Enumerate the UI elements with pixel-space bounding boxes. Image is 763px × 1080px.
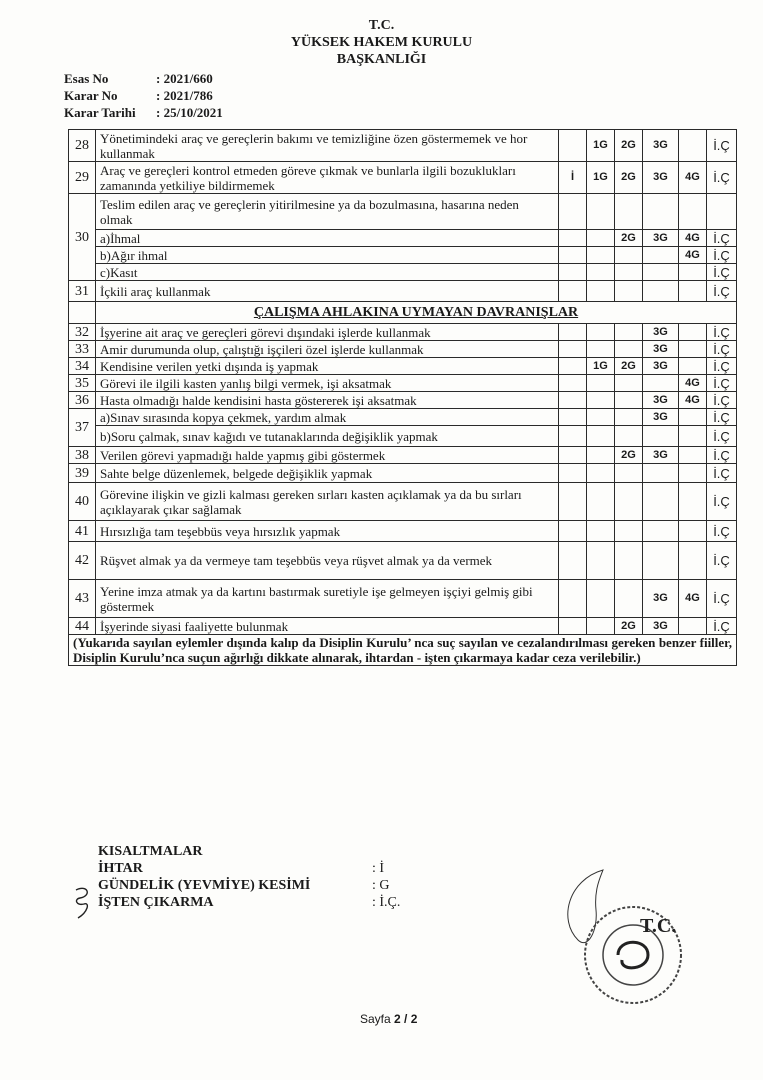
penalty-g2: 2G bbox=[615, 230, 643, 247]
penalty-i bbox=[559, 341, 587, 358]
row-number: 39 bbox=[69, 464, 96, 483]
section-spacer bbox=[69, 302, 96, 324]
row-description: b)Ağır ihmal bbox=[96, 247, 559, 264]
penalty-i bbox=[559, 580, 587, 618]
penalty-g2 bbox=[615, 375, 643, 392]
penalty-ic: İ.Ç bbox=[707, 281, 737, 302]
penalty-g1 bbox=[587, 281, 615, 302]
penalty-ic: İ.Ç bbox=[707, 358, 737, 375]
penalty-g3 bbox=[643, 542, 679, 580]
row-description: Rüşvet almak ya da vermeye tam teşebbüs veya rüşvet almak ya da vermek bbox=[96, 542, 559, 580]
page-total: 2 bbox=[410, 1012, 418, 1026]
row-description: Sahte belge düzenlemek, belgede değişiklik yapmak bbox=[96, 464, 559, 483]
penalty-g3 bbox=[643, 194, 679, 230]
abbreviations-title: KISALTMALAR bbox=[98, 844, 203, 859]
penalty-g4: 4G bbox=[679, 392, 707, 409]
table-row bbox=[69, 580, 737, 618]
penalty-ic: İ.Ç bbox=[707, 542, 737, 580]
penalty-ic bbox=[707, 194, 737, 230]
meta-label: Karar Tarihi bbox=[64, 105, 136, 120]
penalty-g2 bbox=[615, 247, 643, 264]
meta-row bbox=[64, 104, 223, 121]
penalty-i bbox=[559, 392, 587, 409]
penalty-g4: 4G bbox=[679, 247, 707, 264]
penalty-g1 bbox=[587, 483, 615, 521]
penalty-ic: İ.Ç bbox=[707, 230, 737, 247]
penalty-i: İ bbox=[559, 162, 587, 194]
penalty-g3 bbox=[643, 264, 679, 281]
abbr-label: İŞTEN ÇIKARMA bbox=[98, 895, 214, 910]
penalty-g3: 3G bbox=[643, 580, 679, 618]
penalty-i bbox=[559, 324, 587, 341]
row-number: 36 bbox=[69, 392, 96, 409]
penalty-g1 bbox=[587, 247, 615, 264]
penalty-g2 bbox=[615, 341, 643, 358]
penalty-i bbox=[559, 130, 587, 162]
penalty-g4: 4G bbox=[679, 162, 707, 194]
abbr-row bbox=[98, 877, 400, 894]
penalty-g1 bbox=[587, 521, 615, 542]
penalty-g4 bbox=[679, 618, 707, 635]
penalty-g1 bbox=[587, 194, 615, 230]
penalty-ic: İ.Ç bbox=[707, 483, 737, 521]
meta-label: Esas No bbox=[64, 71, 109, 86]
header-tc: T.C. bbox=[368, 18, 395, 33]
penalty-g3 bbox=[643, 375, 679, 392]
page-number bbox=[360, 1012, 417, 1026]
table-row bbox=[69, 375, 737, 392]
table-row bbox=[69, 162, 737, 194]
penalty-g1: 1G bbox=[587, 358, 615, 375]
penalty-g1 bbox=[587, 542, 615, 580]
abbr-label: İHTAR bbox=[98, 861, 143, 876]
page-sep: / bbox=[400, 1012, 411, 1026]
case-meta bbox=[64, 70, 223, 121]
table-row bbox=[69, 483, 737, 521]
row-number: 30 bbox=[69, 194, 96, 281]
row-number: 28 bbox=[69, 130, 96, 162]
row-description: c)Kasıt bbox=[96, 264, 559, 281]
penalty-g2 bbox=[615, 580, 643, 618]
penalty-g2: 2G bbox=[615, 618, 643, 635]
table-row bbox=[69, 426, 737, 447]
penalty-g3: 3G bbox=[643, 409, 679, 426]
row-number: 34 bbox=[69, 358, 96, 375]
table-row bbox=[69, 194, 737, 230]
penalty-g2 bbox=[615, 281, 643, 302]
penalty-g1 bbox=[587, 341, 615, 358]
penalty-i bbox=[559, 464, 587, 483]
penalty-g2 bbox=[615, 392, 643, 409]
penalty-g2 bbox=[615, 409, 643, 426]
penalty-g4 bbox=[679, 264, 707, 281]
penalty-g3 bbox=[643, 426, 679, 447]
penalty-g4 bbox=[679, 542, 707, 580]
abbr-row bbox=[98, 860, 400, 877]
penalty-g2 bbox=[615, 464, 643, 483]
penalty-g2: 2G bbox=[615, 130, 643, 162]
meta-row bbox=[64, 87, 223, 104]
penalty-g3: 3G bbox=[643, 618, 679, 635]
row-description: a)İhmal bbox=[96, 230, 559, 247]
table-row bbox=[69, 618, 737, 635]
penalty-i bbox=[559, 542, 587, 580]
row-description: Yönetimindeki araç ve gereçlerin bakımı ve temizliğine özen göstermemek ve hor kullanmak bbox=[96, 130, 559, 162]
table-row bbox=[69, 392, 737, 409]
penalty-g1 bbox=[587, 409, 615, 426]
row-description: Görevi ile ilgili kasten yanlış bilgi vermek, işi aksatmak bbox=[96, 375, 559, 392]
table-row bbox=[69, 447, 737, 464]
row-description: Teslim edilen araç ve gereçlerin yitirilmesine ya da bozulmasına, hasarına neden olmak bbox=[96, 194, 559, 230]
penalty-g2 bbox=[615, 542, 643, 580]
penalty-g2 bbox=[615, 426, 643, 447]
penalty-g4 bbox=[679, 194, 707, 230]
meta-row bbox=[64, 70, 223, 87]
row-description: İşyerinde siyasi faaliyette bulunmak bbox=[96, 618, 559, 635]
penalty-ic: İ.Ç bbox=[707, 375, 737, 392]
penalty-g1 bbox=[587, 426, 615, 447]
official-seal-icon bbox=[548, 860, 698, 1020]
row-description: Görevine ilişkin ve gizli kalması gereken sırları kasten açıklamak ya da bu sırları açıklayarak çıkar sağlamak bbox=[96, 483, 559, 521]
penalty-i bbox=[559, 358, 587, 375]
penalty-g3 bbox=[643, 483, 679, 521]
table-row bbox=[69, 281, 737, 302]
penalty-g4 bbox=[679, 483, 707, 521]
penalty-ic: İ.Ç bbox=[707, 426, 737, 447]
table-row bbox=[69, 247, 737, 264]
penalty-ic: İ.Ç bbox=[707, 409, 737, 426]
penalty-g1 bbox=[587, 580, 615, 618]
penalty-g2 bbox=[615, 324, 643, 341]
table-row bbox=[69, 358, 737, 375]
penalty-g1: 1G bbox=[587, 162, 615, 194]
table-row bbox=[69, 409, 737, 426]
penalty-g4 bbox=[679, 281, 707, 302]
note-row bbox=[69, 635, 737, 666]
penalty-ic: İ.Ç bbox=[707, 447, 737, 464]
row-description: Hasta olmadığı halde kendisini hasta göstererek işi aksatmak bbox=[96, 392, 559, 409]
penalty-i bbox=[559, 264, 587, 281]
row-description: b)Soru çalmak, sınav kağıdı ve tutanaklarında değişiklik yapmak bbox=[96, 426, 559, 447]
penalty-g4 bbox=[679, 464, 707, 483]
penalty-g3: 3G bbox=[643, 130, 679, 162]
handwritten-initial-icon bbox=[70, 882, 100, 922]
penalty-g1 bbox=[587, 230, 615, 247]
penalty-i bbox=[559, 521, 587, 542]
row-number: 31 bbox=[69, 281, 96, 302]
penalty-i bbox=[559, 409, 587, 426]
penalty-ic: İ.Ç bbox=[707, 464, 737, 483]
penalty-g3: 3G bbox=[643, 324, 679, 341]
row-description: İçkili araç kullanmak bbox=[96, 281, 559, 302]
penalty-g3 bbox=[643, 521, 679, 542]
meta-value: : 25/10/2021 bbox=[156, 105, 223, 120]
row-number: 40 bbox=[69, 483, 96, 521]
penalty-g4 bbox=[679, 426, 707, 447]
row-number: 29 bbox=[69, 162, 96, 194]
row-description: Araç ve gereçleri kontrol etmeden göreve çıkmak ve bunlarla ilgili bozuklukları zamanında yetkiliye bildirmemek bbox=[96, 162, 559, 194]
row-number: 33 bbox=[69, 341, 96, 358]
penalty-i bbox=[559, 426, 587, 447]
penalty-g3: 3G bbox=[643, 230, 679, 247]
row-number: 43 bbox=[69, 580, 96, 618]
penalty-ic: İ.Ç bbox=[707, 521, 737, 542]
penalty-g3: 3G bbox=[643, 341, 679, 358]
penalty-i bbox=[559, 447, 587, 464]
penalty-g4 bbox=[679, 358, 707, 375]
table-row bbox=[69, 341, 737, 358]
penalty-g2 bbox=[615, 483, 643, 521]
penalty-ic: İ.Ç bbox=[707, 618, 737, 635]
row-number: 35 bbox=[69, 375, 96, 392]
penalty-ic: İ.Ç bbox=[707, 130, 737, 162]
row-number: 32 bbox=[69, 324, 96, 341]
penalty-g3: 3G bbox=[643, 162, 679, 194]
row-number: 37 bbox=[69, 409, 96, 447]
abbr-value: : İ.Ç. bbox=[372, 895, 401, 910]
penalty-i bbox=[559, 618, 587, 635]
table-row bbox=[69, 264, 737, 281]
penalty-ic: İ.Ç bbox=[707, 162, 737, 194]
penalty-g1 bbox=[587, 392, 615, 409]
penalty-ic: İ.Ç bbox=[707, 264, 737, 281]
penalty-g2: 2G bbox=[615, 447, 643, 464]
abbreviations bbox=[98, 843, 400, 911]
abbr-row bbox=[98, 894, 400, 911]
row-description: Hırsızlığa tam teşebbüs veya hırsızlık yapmak bbox=[96, 521, 559, 542]
penalty-g4: 4G bbox=[679, 580, 707, 618]
penalty-ic: İ.Ç bbox=[707, 247, 737, 264]
row-number: 38 bbox=[69, 447, 96, 464]
penalty-table bbox=[68, 129, 737, 666]
penalty-g1 bbox=[587, 464, 615, 483]
meta-value: : 2021/660 bbox=[156, 71, 213, 86]
penalty-g1 bbox=[587, 447, 615, 464]
row-description: İşyerine ait araç ve gereçleri görevi dışındaki işlerde kullanmak bbox=[96, 324, 559, 341]
table-row bbox=[69, 464, 737, 483]
penalty-g4 bbox=[679, 324, 707, 341]
penalty-g4: 4G bbox=[679, 230, 707, 247]
penalty-i bbox=[559, 247, 587, 264]
row-description: Kendisine verilen yetki dışında iş yapmak bbox=[96, 358, 559, 375]
abbr-value: : G bbox=[372, 878, 390, 893]
penalty-g3 bbox=[643, 281, 679, 302]
penalty-g1: 1G bbox=[587, 130, 615, 162]
page-prefix: Sayfa bbox=[360, 1012, 395, 1026]
penalty-g2 bbox=[615, 194, 643, 230]
row-number: 44 bbox=[69, 618, 96, 635]
row-description: Amir durumunda olup, çalıştığı işçileri özel işlerde kullanmak bbox=[96, 341, 559, 358]
penalty-ic: İ.Ç bbox=[707, 580, 737, 618]
penalty-g2: 2G bbox=[615, 162, 643, 194]
penalty-ic: İ.Ç bbox=[707, 392, 737, 409]
penalty-g3 bbox=[643, 464, 679, 483]
penalty-i bbox=[559, 281, 587, 302]
penalty-g3: 3G bbox=[643, 447, 679, 464]
penalty-g1 bbox=[587, 618, 615, 635]
row-description: Yerine imza atmak ya da kartını bastırmak suretiyle işe gelmeyen işçiyi gelmiş gibi göstermek bbox=[96, 580, 559, 618]
header-institution: YÜKSEK HAKEM KURULU bbox=[290, 35, 473, 50]
penalty-g1 bbox=[587, 324, 615, 341]
penalty-g4 bbox=[679, 521, 707, 542]
penalty-g3: 3G bbox=[643, 358, 679, 375]
seal-text: T.C. bbox=[640, 915, 677, 937]
closing-note: (Yukarıda sayılan eylemler dışında kalıp da Disiplin Kurulu’ nca suç sayılan ve cezalandırılması gereken benzer fiiller, Disiplin Kurulu’nca suçun ağırlığı dikkate alınarak, ihtardan - işten çıkarmaya kadar ceza verilebilir.) bbox=[69, 635, 737, 666]
row-description: Verilen görevi yapmadığı halde yapmış gibi göstermek bbox=[96, 447, 559, 464]
penalty-g3 bbox=[643, 247, 679, 264]
meta-label: Karar No bbox=[64, 88, 118, 103]
penalty-i bbox=[559, 375, 587, 392]
penalty-g3: 3G bbox=[643, 392, 679, 409]
section-row bbox=[69, 302, 737, 324]
table-row bbox=[69, 130, 737, 162]
row-number: 41 bbox=[69, 521, 96, 542]
table-row bbox=[69, 521, 737, 542]
table-row bbox=[69, 324, 737, 341]
penalty-g1 bbox=[587, 375, 615, 392]
page-current: 2 bbox=[394, 1012, 401, 1026]
penalty-g4: 4G bbox=[679, 375, 707, 392]
row-description: a)Sınav sırasında kopya çekmek, yardım almak bbox=[96, 409, 559, 426]
penalty-g2 bbox=[615, 264, 643, 281]
penalty-i bbox=[559, 194, 587, 230]
section-title: ÇALIŞMA AHLAKINA UYMAYAN DAVRANIŞLAR bbox=[96, 302, 737, 324]
penalty-g4 bbox=[679, 409, 707, 426]
penalty-g2 bbox=[615, 521, 643, 542]
abbr-label: GÜNDELİK (YEVMİYE) KESİMİ bbox=[98, 878, 311, 893]
header-presidency: BAŞKANLIĞI bbox=[336, 52, 427, 67]
abbr-value: : İ bbox=[372, 861, 385, 876]
table-row bbox=[69, 542, 737, 580]
penalty-g1 bbox=[587, 264, 615, 281]
penalty-g4 bbox=[679, 130, 707, 162]
penalty-g4 bbox=[679, 447, 707, 464]
penalty-ic: İ.Ç bbox=[707, 341, 737, 358]
table-row bbox=[69, 230, 737, 247]
penalty-i bbox=[559, 483, 587, 521]
penalty-g2: 2G bbox=[615, 358, 643, 375]
penalty-g4 bbox=[679, 341, 707, 358]
penalty-i bbox=[559, 230, 587, 247]
row-number: 42 bbox=[69, 542, 96, 580]
meta-value: : 2021/786 bbox=[156, 88, 213, 103]
penalty-ic: İ.Ç bbox=[707, 324, 737, 341]
